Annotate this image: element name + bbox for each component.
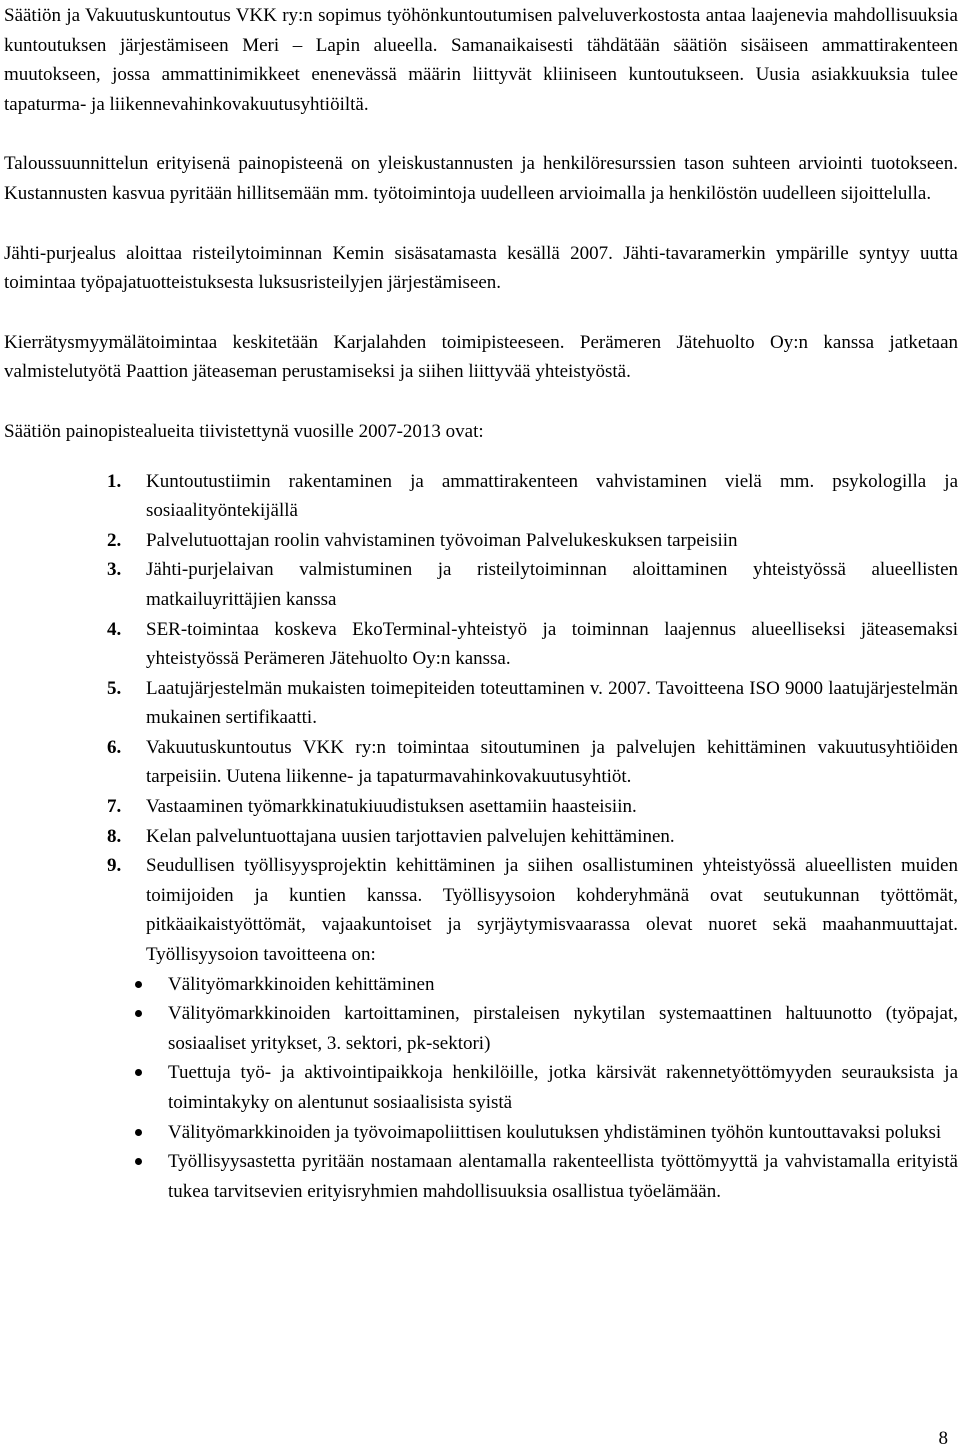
priority-item (4, 822, 958, 852)
goal-item (4, 970, 958, 1000)
paragraph-vkk-cooperation: Säätiön ja Vakuutuskuntoutus VKK ry:n sopimus työhönkuntoutumisen palveluverkostosta antaa laajenevia mahdollisuuksia kuntoutuksen järjestämiseen Meri – Lapin alueella. Samanaikaisesti tähdätään säätiön sisäiseen ammattirakenteen muutokseen, jossa ammattinimikkeet enenevässä määrin liittyvät kliiniseen kuntoutukseen. Uusia asiakkuuksia tulee tapaturma- ja liikennevahinkovakuutusyhtiöiltä. (4, 5, 958, 115)
priority-number: 1. (107, 470, 122, 492)
priority-item (4, 555, 958, 614)
goal-text: Välityömarkkinoiden kartoittaminen, pirstaleisen nykytilan systemaattinen haltuunotto (työpajat, sosiaaliset yritykset, 3. sektori, pk-sektori) (168, 1003, 958, 1054)
priority-text: Seudullisen työllisyysprojektin kehittäminen ja siihen osallistuminen yhteistyössä alueellisten muiden toimijoiden ja kuntien kanssa. Työllisyysoion kohderyhmänä ovat seutukunnan työttömät, pitkäaikaistyöttömät, vajaakuntoiset ja syrjäytymisvaarassa olevat nuoret sekä maahanmuuttajat. Työllisyysoion tavoitteena on: (146, 855, 958, 966)
bullet-icon (135, 981, 142, 988)
priority-number: 4. (107, 618, 122, 640)
goal-text: Työllisyysastetta pyritään nostamaan alentamalla rakenteellista työttömyyttä ja vahvistamalla erityistä tukea tarvitsevien erityisryhmien mahdollisuuksia osallistua työelämään. (168, 1151, 958, 1202)
goal-item (4, 1058, 958, 1117)
goal-text: Tuettuja työ- ja aktivointipaikkoja henkilöille, jotka kärsivät rakennetyöttömyyden seurauksista ja toimintakyky on alentunut sosiaalisista syistä (168, 1062, 958, 1113)
priority-item (4, 733, 958, 792)
priority-item (4, 792, 958, 822)
goal-item (4, 999, 958, 1058)
priority-item (4, 467, 958, 526)
priority-text: Laatujärjestelmän mukaisten toimepiteiden toteuttaminen v. 2007. Tavoitteena ISO 9000 laatujärjestelmän mukainen sertifikaatti. (146, 677, 958, 729)
priority-item (4, 674, 958, 733)
priority-text: Palvelutuottajan roolin vahvistaminen työvoiman Palvelukeskuksen tarpeisiin (146, 529, 738, 551)
bullet-icon (135, 1129, 142, 1136)
goal-item (4, 1147, 958, 1206)
priority-text: Vastaaminen työmarkkinatukiuudistuksen asettamiin haasteisiin. (146, 796, 637, 818)
paragraph-financial-planning: Taloussuunnittelun erityisenä painopisteenä on yleiskustannusten ja henkilöresurssien tason suhteen arviointi tuotokseen. Kustannusten kasvua pyritään hillitsemään mm. työtoimintoja uudelleen arvioimalla ja henkilöstön uudelleen sijoittelulla. (4, 153, 958, 204)
priorities-intro: Säätiön painopistealueita tiivistettynä vuosille 2007-2013 ovat: (4, 420, 484, 442)
bullet-icon (135, 1158, 142, 1165)
priority-text: Vakuutuskuntoutus VKK ry:n toimintaa sitoutuminen ja palvelujen kehittäminen vakuutusyhtiöiden tarpeisiin. Uutena liikenne- ja tapaturmavahinkovakuutusyhtiöt. (146, 736, 958, 788)
goal-text: Välityömarkkinoiden ja työvoimapoliittisen koulutuksen yhdistäminen työhön kuntouttavaksi poluksi (168, 1121, 942, 1143)
page-content (4, 1, 958, 1206)
goal-item (4, 1118, 958, 1148)
priority-item (4, 615, 958, 674)
priority-number: 6. (107, 736, 122, 758)
bullet-icon (135, 1069, 142, 1076)
priority-number: 2. (107, 529, 122, 551)
priority-number: 3. (107, 559, 122, 581)
paragraph-recycling-store: Kierrätysmyymälätoimintaa keskitetään Karjalahden toimipisteeseen. Perämeren Jätehuolto Oy:n kanssa jatketaan valmistelutyötä Paattion jäteaseman perustamiseksi ja siihen liittyvää yhteistyöstä. (4, 331, 958, 383)
goal-text: Välityömarkkinoiden kehittäminen (168, 973, 435, 995)
priority-number: 7. (107, 796, 122, 818)
priority-text: Jähti-purjelaivan valmistuminen ja risteilytoiminnan aloittaminen yhteistyössä alueellisten matkailuyrittäjien kanssa (146, 559, 958, 610)
bullet-icon (135, 1010, 142, 1017)
priority-item (4, 526, 958, 556)
page-number: 8 (938, 1428, 948, 1449)
priority-text: SER-toimintaa koskeva EkoTerminal-yhteistyö ja toiminnan laajennus alueelliseksi jäteasemaksi yhteistyössä Perämeren Jätehuolto Oy:n kanssa. (146, 618, 958, 670)
priority-text: Kuntoutustiimin rakentaminen ja ammattirakenteen vahvistaminen vielä mm. psykologilla ja sosiaalityöntekijällä (146, 470, 958, 522)
priority-number: 5. (107, 677, 122, 699)
paragraph-jahti-sailing: Jähti-purjealus aloittaa risteilytoiminnan Kemin sisäsatamasta kesällä 2007. Jähti-tavaramerkin ympärille syntyy uutta toimintaa työpajatuotteistuksesta luksusristeilyjen järjestämiseen. (4, 242, 958, 294)
priority-text: Kelan palveluntuottajana uusien tarjottavien palvelujen kehittäminen. (146, 825, 675, 847)
priority-item (4, 851, 958, 969)
priority-number: 9. (107, 855, 122, 877)
priority-number: 8. (107, 825, 122, 847)
priorities-list (4, 467, 958, 970)
employment-goals-list (4, 970, 958, 1207)
